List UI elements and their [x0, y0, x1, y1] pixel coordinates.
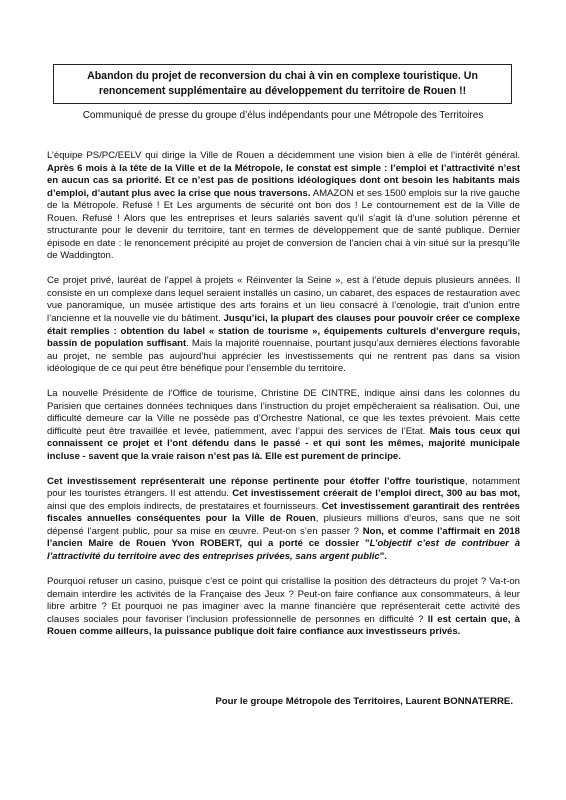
text-run: Ce projet privé, lauréat de l’appel à projets « Réinventer la Seine », est à l’étude depuis plusieurs années. Il consiste en un complexe dans lequel seraient installés un casino, un cabaret, des espaces de restauration avec vue panoramique, un musée artistique des arts forains et un lieu consacré à l’œnologie, trait d’union entre l’ancienne et la nouvelle vie du bâtiment. — [47, 275, 520, 324]
text-run: L’équipe PS/PC/EELV qui dirige la Ville de Rouen a décidemment une vision bien à elle de l’intérêt général. — [47, 150, 520, 161]
press-release-title: Abandon du projet de reconversion du chai à vin en complexe touristique. Un renoncement supplémentaire au développement du territoire de Rouen !! — [53, 64, 512, 104]
signature: Pour le groupe Métropole des Territoires, Laurent BONNATERRE. — [215, 696, 513, 707]
text-run: L’objectif c’est de contribuer à l’attractivité du territoire avec des entreprises privées, sans argent public — [47, 538, 521, 563]
text-run: ainsi que des emplois indirects, de prestataires et fournisseurs. — [47, 500, 322, 512]
text-run: , notamment pour les touristes étrangers. Il est attendu. — [47, 475, 520, 500]
text-run: Il est certain que, à Rouen comme ailleurs, la puissance publique doit faire confiance aux investisseurs privés. — [47, 613, 520, 638]
text-run: Cet investissement créerait de l’emploi direct, 300 au bas mot, — [232, 488, 520, 500]
text-run: La nouvelle Présidente de l’Office de tourisme, Christine DE CINTRE, indique ainsi dans les colonnes du Parisien que certaines données techniques dans l’instruction du projet empêcheraient sa réalisation. Oui, une difficulté demeure car la Ville ne possède pas d’Orchestre National, ce que les textes prévoient. Mais cette difficulté peut être travaillée et levée, patiemment, avec l’appui des services de l’Etat. — [47, 388, 520, 437]
paragraph — [47, 476, 520, 564]
text-run: Cet investissement représenterait une réponse pertinente pour étoffer l’offre touristique — [47, 475, 465, 487]
text-run: Cet investissement garantirait des rentrées fiscales annuelles conséquentes pour la Ville de Rouen — [47, 500, 520, 525]
text-run: Jusqu’ici, la plupart des clauses pour pouvoir créer ce complexe était remplies : obtention du label « station de tourisme », équipements culturels d’envergure requis, bassin de population suffisant — [47, 312, 521, 350]
text-run: , plusieurs millions d’euros, sans que ne soit dépensé l’argent public, pour sa mise en œuvre. Peut-on s’en passer ? — [47, 513, 520, 537]
text-run: Mais tous ceux qui connaissent ce projet et l’ont défendu dans le passé - et qui sont les mêmes, majorité municipale incluse - savent que la vraie raison n’est pas là. Elle est purement de principe. — [47, 425, 520, 462]
paragraph — [47, 576, 520, 639]
paragraph — [47, 275, 520, 375]
text-run: . Mais la majorité rouennaise, pourtant jusqu’aux dernières élections favorable au projet, ne semble pas aujourd’hui apprécier les investissements qui ne rentrent pas dans sa vision idéologique de ce qui peut être bénéfique pour l’ensemble du territoire. — [47, 338, 520, 375]
press-release-subtitle: Communiqué de presse du groupe d’élus indépendants pour une Métropole des Territoires — [82, 110, 484, 121]
text-run: ". — [379, 551, 387, 563]
press-release-body — [47, 150, 520, 651]
text-run: Non, et comme l’affirmait en 2018 l’ancien Maire de Rouen Yvon ROBERT, qui a porté ce dossier " — [47, 525, 520, 550]
text-run: Pourquoi refuser un casino, puisque c’est ce point qui cristallise la position des détracteurs du projet ? Va-t-on demain interdire les activités de la Française des Jeux ? Peut-on faire confiance aux consommateurs, à leur libre arbitre ? Et pourquoi ne pas imaginer avec la manne financière que représenterait cette activité des clauses sociales pour favoriser l’inclusion professionnelle de personnes en difficulté ? — [47, 575, 520, 625]
paragraph — [47, 150, 520, 263]
paragraph — [47, 388, 520, 463]
text-run: AMAZON et ses 1500 emplois sur la rive gauche de la Métropole. Refusé ! Et Les arguments de sécurité ont bon dos ! Le contournement est de la Ville de Rouen. Refusé ! Alors que les entreprises et leurs salariés savent qu’il s’agit là d’une solution pérenne et structurante pour le devenir du territoire, tant en termes de développement que de santé publique. Dernier épisode en date : le renoncement précipité au projet de conversion de l’ancien chai à vin situé sur la presqu’île de Waddington. — [47, 187, 520, 262]
text-run: Après 6 mois à la tête de la Ville et de la Métropole, le constat est simple : l’emploi et l’attractivité n’est en aucun cas sa priorité. Et ce n’est pas de positions idéologiques dont ont besoin les habitants mais d’emploi, d’autant plus avec la crise que nous traversons. — [47, 162, 520, 199]
